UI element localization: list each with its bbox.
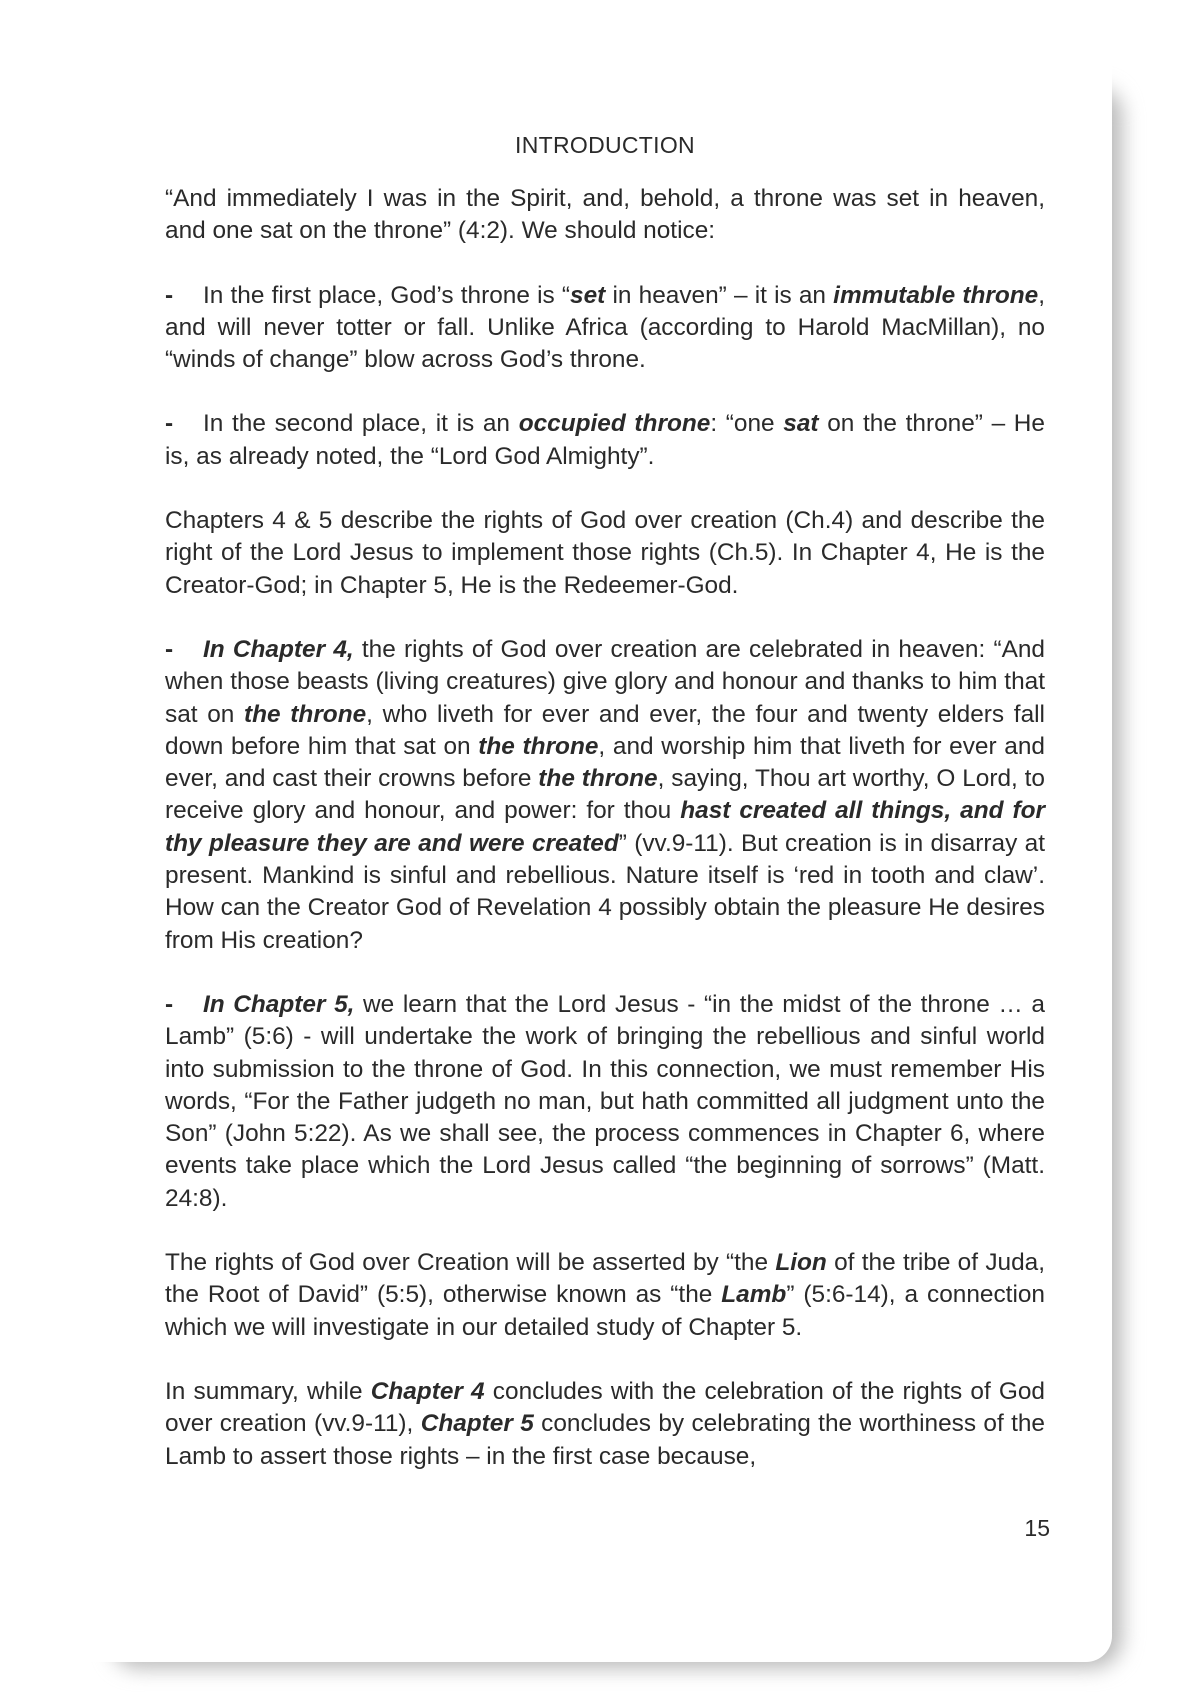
emphasis-text: Chapter 4 (370, 1377, 485, 1405)
text-run: In the first place, God’s throne is “ (203, 281, 571, 309)
paragraph (165, 183, 1045, 248)
paragraph (165, 1247, 1045, 1344)
text-run: “And immediately I was in the Spirit, and, behold, a throne was set in heaven, and one sat on the throne” (4:2). We should notice: (165, 185, 1045, 245)
paragraph (165, 989, 1045, 1215)
emphasis-text: hast created all things, and for thy pleasure they are and were created (165, 797, 1045, 857)
text-run: on the throne” – He is, as already noted, the “Lord God Almighty”. (165, 410, 1045, 470)
text-run: , saying, Thou art worthy, O Lord, to receive glory and honour, and power: for thou (165, 765, 1045, 825)
emphasis-text: sat (783, 410, 819, 438)
text-run: concludes with the celebration of the rights of God over creation (vv.9-11), (165, 1377, 1046, 1438)
running-header: INTRODUCTION (515, 132, 695, 158)
text-run: , and will never totter or fall. Unlike Africa (according to Harold MacMillan), no “winds of change” blow across God’s throne. (165, 281, 1045, 374)
paragraph (165, 505, 1045, 602)
emphasis-text: In Chapter 5, (203, 990, 355, 1018)
text-run: we learn that the Lord Jesus - “in the midst of the throne … a Lamb” (5:6) - will undertake the work of bringing the rebellious and sinful world into submission to the throne of God. In this connection, we must remember His words, “For the Father judgeth no man, but hath committed all judgment unto the Son” (John 5:22). As we shall see, the process commences in Chapter 6, where events take place which the Lord Jesus called “the beginning of sorrows” (Matt. 24:8). (165, 990, 1045, 1212)
emphasis-text: the throne (244, 700, 367, 728)
emphasis-text: the throne (478, 732, 599, 760)
emphasis-text: immutable throne (833, 281, 1039, 309)
paragraph (165, 1376, 1045, 1473)
emphasis-text: the throne (538, 765, 658, 793)
text-run: , who liveth for ever and ever, the four and twenty elders fall down before him that sat on (165, 700, 1045, 760)
text-run: , and worship him that liveth for ever and ever, and cast their crowns before (165, 732, 1045, 793)
paragraph (165, 280, 1045, 377)
bullet-dash: - (165, 990, 174, 1018)
paragraph (165, 634, 1045, 957)
body-text (165, 183, 1045, 1473)
emphasis-text: Chapter 5 (420, 1410, 534, 1438)
text-run: ” (vv.9-11). But creation is in disarray at present. Mankind is sinful and rebellious. Nature itself is ‘red in tooth and claw’. How can the Creator God of Revelation 4 possibly obtain the pleasure He desires from His creation? (165, 829, 1046, 954)
text-run: In the second place, it is an (203, 410, 519, 438)
text-run: : “one (710, 410, 784, 438)
emphasis-text: set (570, 281, 606, 309)
emphasis-text: Lion (775, 1249, 827, 1277)
page-content (165, 132, 1045, 1505)
text-run: Chapters 4 & 5 describe the rights of God over creation (Ch.4) and describe the right of the Lord Jesus to implement those rights (Ch.5). In Chapter 4, He is the Creator-God; in Chapter 5, He is the Redeemer-God. (165, 507, 1045, 599)
text-run: of the tribe of Juda, the Root of David” (5:5), otherwise known as “the (165, 1249, 1045, 1309)
text-run: ” (5:6-14), a connection which we will investigate in our detailed study of Chapter 5. (165, 1281, 1045, 1341)
text-run: the rights of God over creation are celebrated in heaven: “And when those beasts (living creatures) give glory and honour and thanks to him that sat on (165, 635, 1045, 728)
text-run: in heaven” – it is an (605, 281, 834, 309)
text-run: concludes by celebrating the worthiness of the Lamb to assert those rights – in the first case because, (165, 1410, 1045, 1470)
emphasis-text: Lamb (721, 1281, 787, 1309)
bullet-dash: - (165, 281, 174, 309)
paragraph (165, 408, 1045, 473)
page-number: 15 (1024, 1515, 1050, 1541)
bullet-dash: - (165, 635, 174, 663)
emphasis-text: In Chapter 4, (203, 635, 354, 663)
text-run: In summary, while (165, 1377, 371, 1405)
text-run: The rights of God over Creation will be asserted by “the (165, 1249, 776, 1277)
bullet-dash: - (165, 410, 174, 438)
emphasis-text: occupied throne (518, 410, 711, 438)
